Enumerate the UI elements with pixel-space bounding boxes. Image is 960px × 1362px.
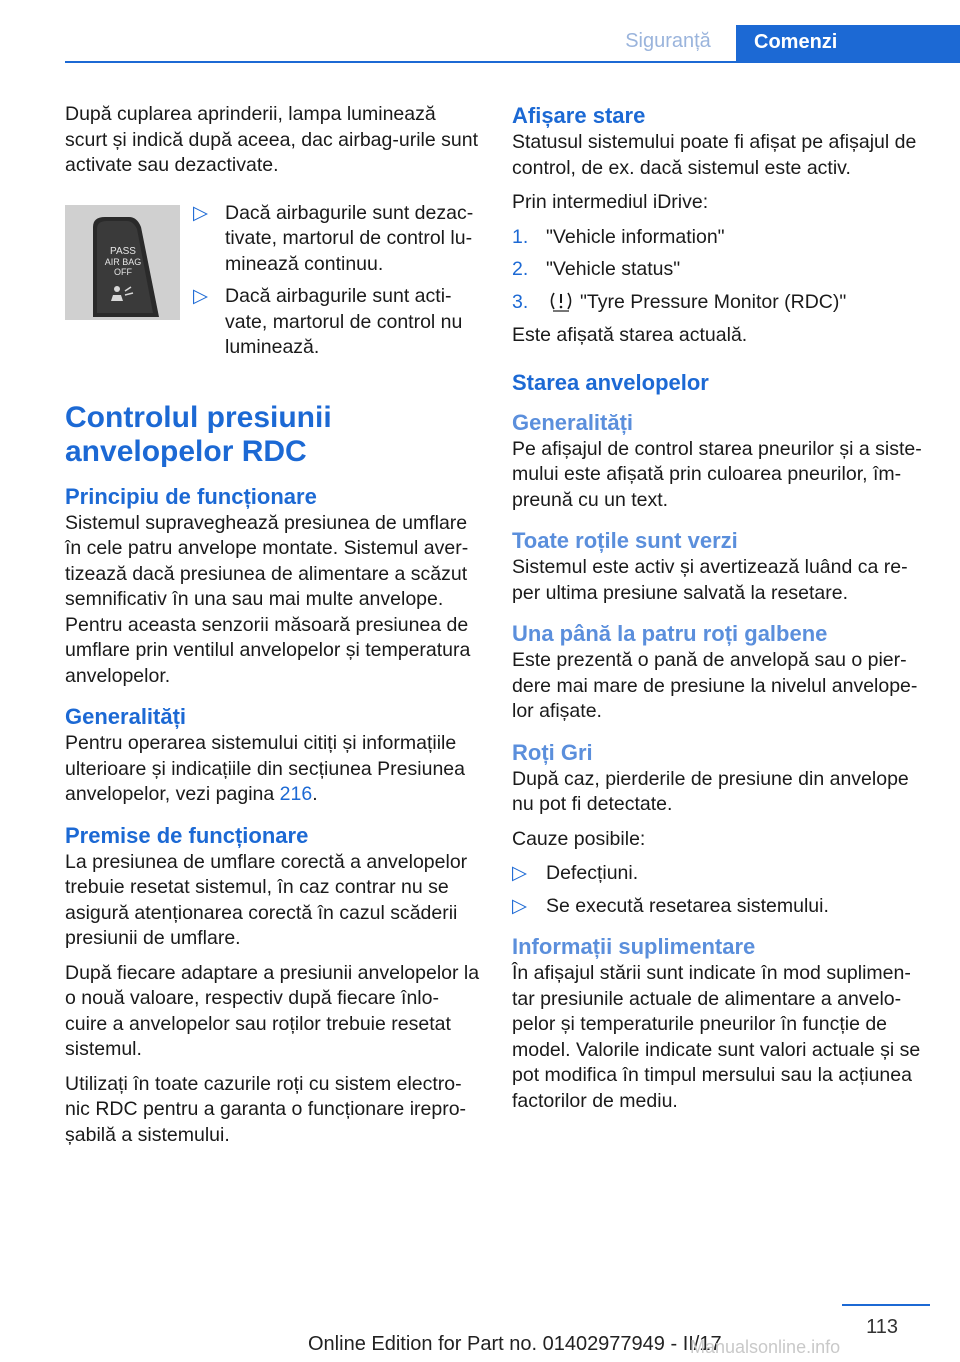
list-item: 3. "Tyre Pressure Monitor (RDC)" <box>512 290 847 313</box>
status-after-paragraph: Este afișată starea actuală. <box>512 324 748 346</box>
status-heading: Afișare stare <box>512 103 646 128</box>
green-wheels-paragraph: Sistemul este activ și avertizează luând ca re-per ultima presiune salvată la resetare. <box>512 556 908 604</box>
svg-text:AIR BAG: AIR BAG <box>104 256 142 267</box>
tyres-heading: Starea anvelopelor <box>512 369 709 395</box>
page-number: 113 <box>866 1316 898 1338</box>
watermark: Manualsonline.info <box>690 1337 841 1357</box>
tyres-general-paragraph: Pe afișajul de control starea pneurilor și a siste-mului este afișată prin culoarea pneurilor, îm-preună cu un text. <box>512 437 922 511</box>
causes-list <box>512 861 930 919</box>
svg-text:PASS: PASS <box>110 245 136 257</box>
idrive-paragraph: Prin intermediul iDrive: <box>512 191 709 213</box>
premises-paragraph-1: La presiunea de umflare corectă a anvelopelor trebuie resetat sistemul, în caz contrar nu se asigură atenționarea corectă în cazul scăderii presiunii de umflare. <box>65 850 468 949</box>
triangle-bullet-icon: ▷ <box>512 894 527 917</box>
right-column <box>512 102 930 1123</box>
header-rule <box>65 61 960 63</box>
left-column <box>65 102 480 1157</box>
airbag-status-list <box>193 201 483 368</box>
tyre-pressure-warning-icon <box>548 290 574 312</box>
list-item: ▷ Defecțiuni. <box>512 861 930 887</box>
list-item: 2. "Vehicle status" <box>512 258 681 280</box>
edition-footer: Online Edition for Part no. 01402977949 - II/17 <box>308 1333 722 1355</box>
triangle-bullet-icon: ▷ <box>193 285 208 307</box>
triangle-bullet-icon: ▷ <box>193 201 208 224</box>
extra-info-heading: Informații suplimentare <box>512 934 756 959</box>
yellow-wheels-paragraph: Este prezentă o pană de anvelopă sau o pier-dere mai mare de presiune la nivelul anvelope-lor afișate. <box>512 649 918 722</box>
list-item: ▷ Se execută resetarea sistemului. <box>512 894 930 920</box>
svg-text:OFF: OFF <box>114 266 132 277</box>
page-reference-link[interactable]: 216 <box>279 783 313 805</box>
section-tab-comenzi: Comenzi <box>736 25 960 63</box>
footer-rule <box>842 1304 930 1306</box>
triangle-bullet-icon: ▷ <box>512 862 527 884</box>
principle-paragraph: Sistemul supraveghează presiunea de umflare în cele patru anvelope montate. Sistemul aver-tizează dacă presiunea de alimentare a scăzut semnificativ în una sau mai multe anvelope. Pentru aceasta senzorii măsoară presiunea de umflare prin ventilul anvelopelor și temperatura anvelopelor. <box>65 511 471 687</box>
section-name: Siguranță <box>625 30 711 52</box>
causes-label: Cauze posibile: <box>512 827 646 850</box>
premises-paragraph-2: După fiecare adaptare a presiunii anvelopelor la o nouă valoare, respectiv după fiecare înlo-cuire a anvelopelor sau roților trebuie resetat sistemul. <box>65 961 480 1060</box>
status-paragraph: Statusul sistemului poate fi afișat pe afișajul de control, de ex. dacă sistemul este activ. <box>512 131 917 179</box>
intro-paragraph: După cuplarea aprinderii, lampa luminează scurt și indică după aceea, dac airbag-urile sunt activate sau dezactivate. <box>65 103 478 176</box>
list-item: ▷ Dacă airbagurile sunt dezac-tivate, martorul de control lu-minează continuu. <box>193 201 474 275</box>
extra-info-paragraph: În afișajul stării sunt indicate în mod suplimen-tar presiunile actuale de alimentare a anvelo-pelor și temperaturile pneurilor în funcție de model. Valorile indicate sunt valori actuale și se pot modifica în timpul mersului sau la acțiunea factorilor de mediu. <box>512 962 921 1112</box>
premises-paragraph-3: Utilizați în toate cazurile roți cu sistem electro-nic RDC pentru a garanta o funcționare irepro-șabilă a sistemului. <box>65 1072 467 1146</box>
premises-heading: Premise de funcționare <box>65 822 309 848</box>
principle-heading: Principiu de funcționare <box>65 483 317 509</box>
chapter-title: Controlul presiunii anvelopelor RDC <box>65 400 332 468</box>
general-paragraph: Pentru operarea sistemului citiți și informațiile ulterioare și indicațiile din secțiunea Presiunea anvelopelor, vezi pagina 216. <box>65 732 465 805</box>
green-wheels-heading: Toate roțile sunt verzi <box>512 528 738 553</box>
general-heading: Generalități <box>65 704 187 729</box>
yellow-wheels-heading: Una până la patru roți galbene <box>512 621 828 646</box>
list-item: ▷ Dacă airbagurile sunt acti-vate, martorul de control nu luminează. <box>193 285 463 358</box>
idrive-steps <box>512 225 930 316</box>
airbag-indicator-block <box>65 201 480 361</box>
list-item: 1. "Vehicle information" <box>512 225 725 248</box>
airbag-off-indicator-image <box>65 205 180 320</box>
grey-wheels-paragraph: După caz, pierderile de presiune din anvelope nu pot fi detectate. <box>512 767 909 815</box>
tyres-general-heading: Generalități <box>512 409 634 435</box>
grey-wheels-heading: Roți Gri <box>512 739 593 765</box>
